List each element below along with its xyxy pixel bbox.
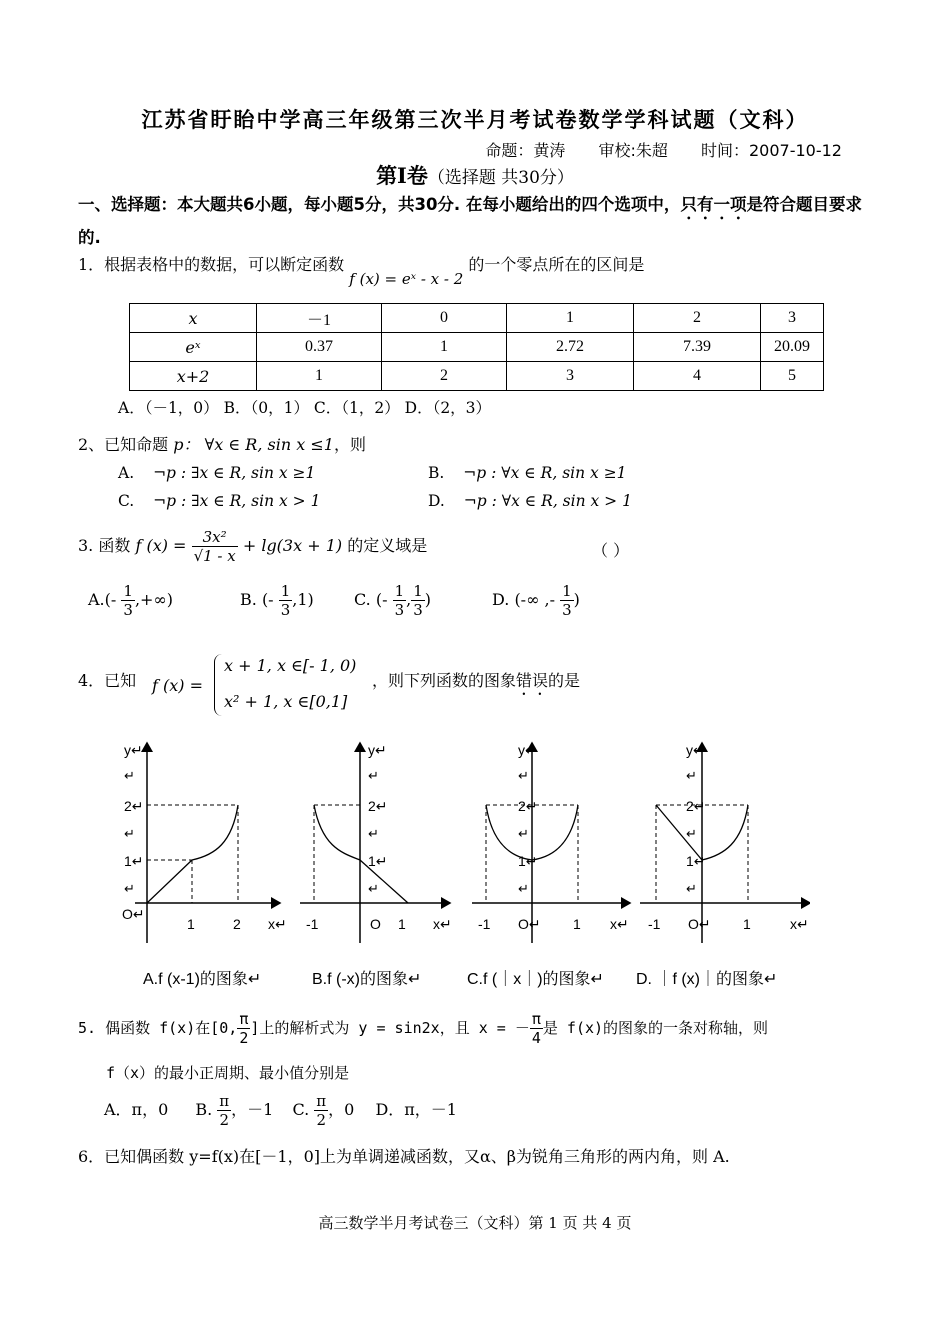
q2-option-b: B. ¬p : ∀x ∈ R, sin x ≥1 — [428, 464, 627, 482]
page-footer: 高三数学半月考试卷三（文科）第 1 页 共 4 页 — [318, 1214, 632, 1232]
graph-b — [300, 742, 452, 943]
q6-stem: 6．已知偶函数 y=f(x)在[－1，0]上为单调递减函数，又α、β为锐角三角形的两内角，则 A. — [78, 1147, 730, 1166]
svg-text:2↵: 2↵ — [518, 798, 538, 814]
q4-graphs — [110, 735, 810, 950]
svg-text:↵: ↵ — [368, 768, 379, 783]
svg-text:1: 1 — [398, 916, 406, 932]
table-row: x －1 0 1 2 3 — [130, 304, 824, 333]
q3-option-b: B. (- $\frac{1}{3}$ ,1) — [240, 582, 314, 619]
exam-title: 江苏省盱眙中学高三年级第三次半月考试卷数学学科试题（文科） — [141, 107, 809, 132]
q2-option-a: A. ¬p : ∃x ∈ R, sin x ≥1 — [118, 464, 316, 482]
graph-b-caption: B.f (-x)的图象↵ — [312, 971, 422, 988]
svg-text:1↵: 1↵ — [124, 853, 144, 869]
q5-options: A．π，0 B. $\frac{\pi}{2}$ ，－1 C. $\frac{\pi}{2}$ ，0 D．π，－1 — [104, 1092, 457, 1129]
q1-table — [129, 303, 824, 391]
svg-text:↵: ↵ — [124, 881, 135, 896]
q2-option-c: C. ¬p : ∃x ∈ R, sin x > 1 — [118, 492, 321, 510]
svg-text:x↵: x↵ — [610, 916, 629, 932]
svg-text:x↵: x↵ — [268, 916, 287, 932]
svg-text:↵: ↵ — [686, 826, 697, 841]
q3-option-d: D. (-∞ ,- $\frac{1}{3}$ ) — [492, 582, 580, 619]
svg-text:↵: ↵ — [368, 826, 379, 841]
graph-c-caption: C.f (｜x｜)的图象↵ — [467, 971, 604, 988]
svg-text:x↵: x↵ — [433, 916, 452, 932]
graph-a-caption: A.f (x-1)的图象↵ — [143, 971, 262, 988]
volume-heading: 第Ⅰ卷（选择题 共30分） — [376, 163, 574, 188]
svg-text:O↵: O↵ — [518, 916, 541, 932]
q5-line-2: f（x）的最小正周期、最小值分别是 — [106, 1064, 350, 1082]
svg-text:-1: -1 — [478, 916, 491, 932]
q4-case-2: x² + 1, x ∈[0,1] — [224, 692, 348, 711]
svg-text:y↵: y↵ — [518, 742, 537, 758]
svg-text:1↵: 1↵ — [686, 853, 706, 869]
q3-option-c: C. (- $\frac{1}{3}$ , $\frac{1}{3}$ ) — [354, 582, 432, 619]
q5-line-1: 5. 偶函数 f(x)在[0, $\frac{\pi}{2}$ ]上的解析式为 y = sin2x，且 x = － $\frac{\pi}{4}$ 是 f(x)的图象的一条对称轴，则 — [78, 1010, 769, 1047]
q1-options: A．（－1，0） B．（0，1） C．（1，2） D．（2，3） — [118, 399, 492, 417]
svg-text:2↵: 2↵ — [368, 798, 388, 814]
author: 命题：黄涛 — [485, 141, 566, 160]
svg-text:y↵: y↵ — [124, 742, 143, 758]
svg-text:↵: ↵ — [518, 768, 529, 783]
q3-stem: 3. 函数 f (x) = $\frac{\text{3x²}}{√1 - x}$ + lg(3x + 1) 的定义域是 — [78, 528, 428, 565]
svg-text:1↵: 1↵ — [368, 853, 388, 869]
piecewise-brace — [214, 654, 223, 716]
graph-a — [122, 742, 287, 943]
q3-option-a: A.(- $\frac{1}{3}$ ,+∞) — [88, 582, 173, 619]
graph-d-caption: D. ｜f (x)｜的图象↵ — [636, 971, 778, 988]
svg-text:O: O — [370, 916, 381, 932]
svg-text:↵: ↵ — [686, 768, 697, 783]
svg-text:-1: -1 — [648, 916, 661, 932]
section-intro: 一、选择题：本大题共6小题，每小题5分，共30分. 在每小题给出的四个选项中，只有一项是符合题目要求的. — [78, 195, 862, 247]
exam-date: 时间：2007-10-12 — [701, 141, 842, 160]
svg-text:1: 1 — [573, 916, 581, 932]
svg-text:-1: -1 — [306, 916, 319, 932]
svg-text:↵: ↵ — [518, 826, 529, 841]
svg-text:↵: ↵ — [518, 881, 529, 896]
table-row: eˣ 0.37 1 2.72 7.39 20.09 — [130, 333, 824, 362]
svg-text:2↵: 2↵ — [686, 798, 706, 814]
q1-stem: 1．根据表格中的数据，可以断定函数 f (x) = eˣ - x - 2 的一个零点所在的区间是 — [78, 255, 645, 288]
exam-meta — [457, 138, 842, 161]
svg-text:x↵: x↵ — [790, 916, 809, 932]
q4-function: f (x) = — [152, 676, 204, 695]
graph-c — [472, 742, 630, 943]
svg-text:↵: ↵ — [686, 881, 697, 896]
svg-text:1↵: 1↵ — [518, 853, 538, 869]
q3-answer-paren: （ ） — [592, 541, 630, 560]
q4-stem-label: 4．已知 — [78, 671, 137, 690]
svg-text:↵: ↵ — [124, 768, 135, 783]
svg-text:y↵: y↵ — [686, 742, 705, 758]
svg-text:↵: ↵ — [124, 826, 135, 841]
svg-text:1: 1 — [743, 916, 751, 932]
q4-stem-end: ，则下列函数的图象错误的是 — [372, 671, 581, 690]
svg-text:2↵: 2↵ — [124, 798, 144, 814]
svg-text:↵: ↵ — [368, 881, 379, 896]
q4-case-1: x + 1, x ∈[- 1, 0) — [224, 656, 357, 675]
graph-d — [640, 742, 810, 943]
svg-text:2: 2 — [233, 916, 241, 932]
svg-text:1: 1 — [187, 916, 195, 932]
table-row: x+2 1 2 3 4 5 — [130, 362, 824, 391]
q2-option-d: D. ¬p : ∀x ∈ R, sin x > 1 — [428, 492, 632, 510]
svg-text:y↵: y↵ — [368, 742, 387, 758]
svg-text:O↵: O↵ — [122, 906, 145, 922]
q3-fraction: $\frac{\text{3x²}}{√1 - x}$ — [193, 528, 236, 565]
q2-stem: 2、已知命题 p： ∀x ∈ R, sin x ≤1，则 — [78, 435, 366, 454]
svg-text:O↵: O↵ — [688, 916, 711, 932]
reviewer: 审校:朱超 — [598, 141, 668, 160]
